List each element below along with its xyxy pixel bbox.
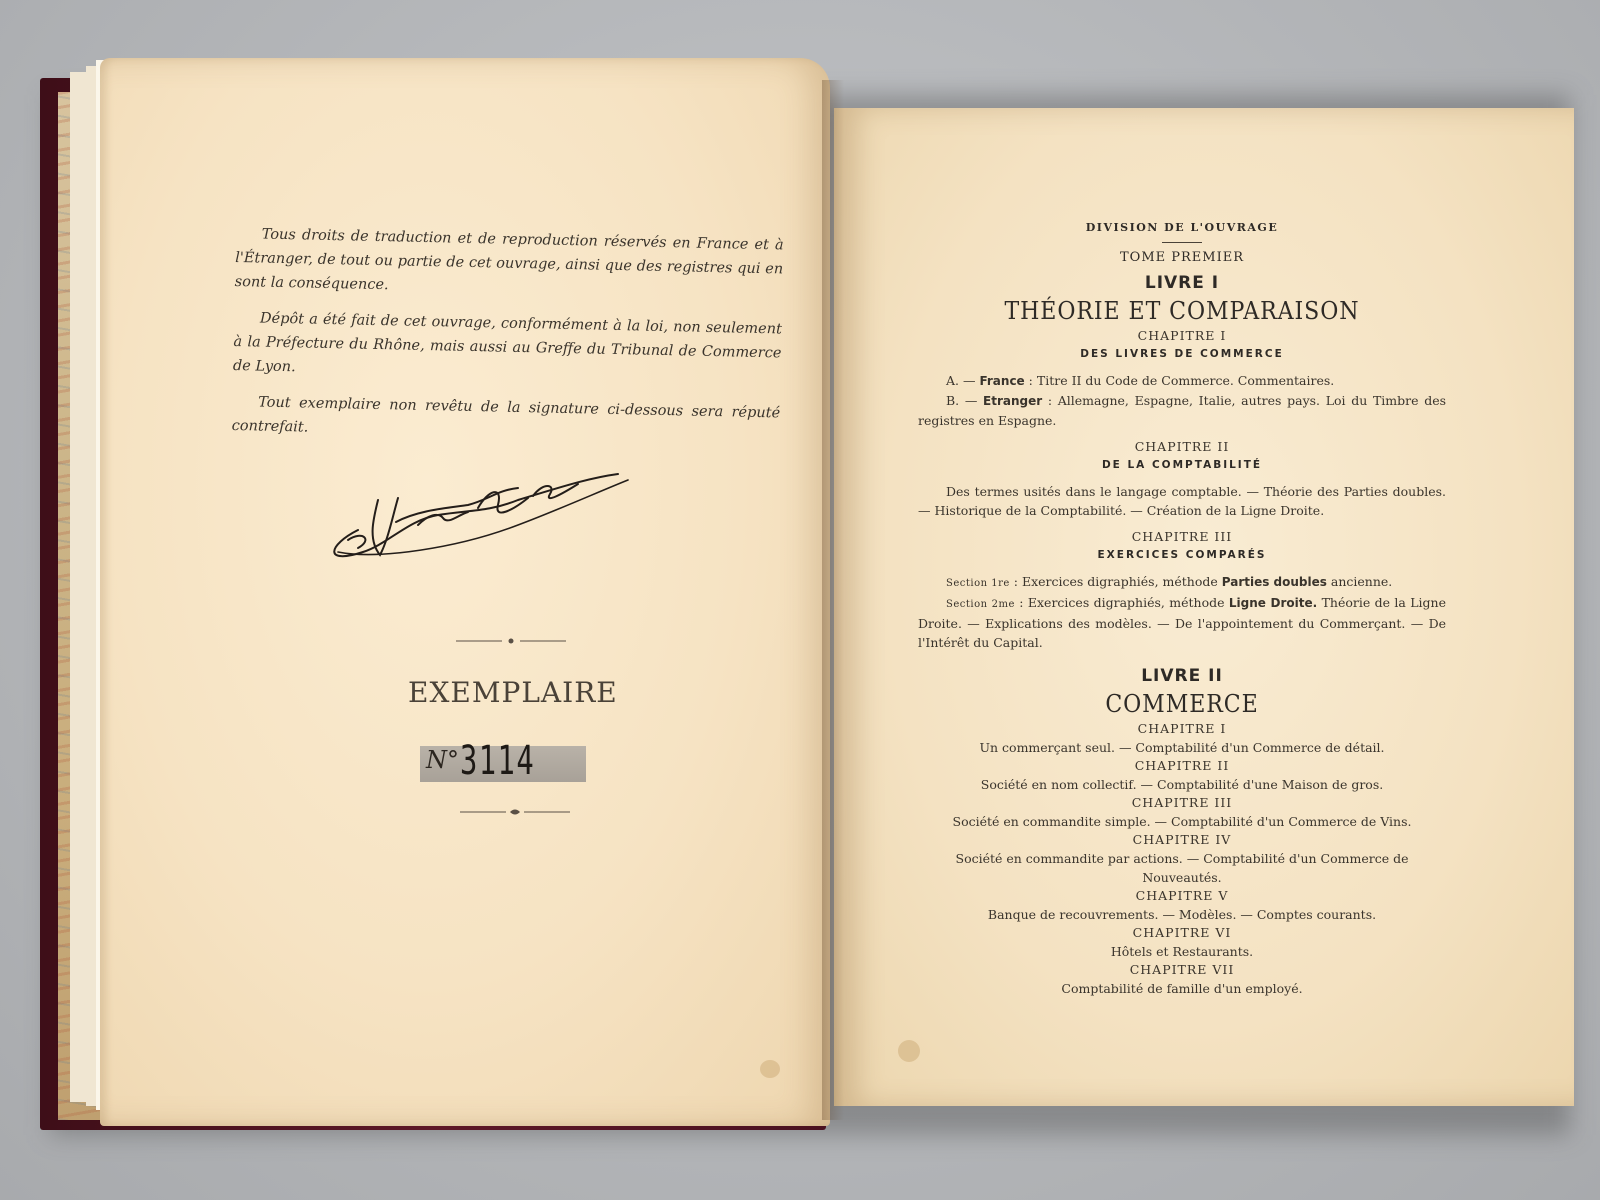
tome-title: TOME PREMIER: [1119, 250, 1244, 265]
livre-title: COMMERCE: [1105, 690, 1259, 718]
chapter-label: CHAPITRE VI: [1132, 925, 1232, 940]
chapter-subtitle: DES LIVRES DE COMMERCE: [1080, 348, 1284, 360]
entry-text: ancienne.: [1326, 574, 1393, 589]
chapter-label: CHAPITRE VII: [1129, 962, 1235, 977]
chapter-description: Société en commandite simple. — Comptabilité d'un Commerce de Vins.: [952, 814, 1412, 829]
chapter-label: CHAPITRE II: [1134, 758, 1230, 773]
chapter-entry: [918, 371, 1446, 391]
chapter-description: Hôtels et Restaurants.: [1110, 944, 1254, 959]
entry-text: : Titre II du Code de Commerce. Commentaires.: [1024, 373, 1335, 388]
legal-paragraph: Tout exemplaire non revêtu de la signature ci-dessous sera réputé contrefait.: [231, 394, 781, 436]
entry-prefix: B. —: [946, 393, 984, 408]
chapter-label: CHAPITRE I: [1137, 328, 1227, 343]
legal-paragraph: Tous droits de traduction et de reproduction réservés en France et à l'Étranger, de tout ou partie de cet ouvrage, ainsi que des registres qui en sont la conséquence.: [234, 226, 784, 294]
foxing-stain: [898, 1040, 920, 1062]
chapter-entry: [918, 391, 1446, 430]
chapter-description: Un commerçant seul. — Comptabilité d'un Commerce de détail.: [979, 740, 1385, 755]
chapter-description: Société en nom collectif. — Comptabilité d'une Maison de gros.: [980, 777, 1384, 792]
chapter-label: CHAPITRE III: [1131, 529, 1233, 544]
title-rule: [1162, 242, 1202, 243]
entry-text: : Exercices digraphiés, méthode: [1014, 595, 1229, 610]
livre-title: THÉORIE ET COMPARAISON: [1004, 297, 1360, 325]
chapter-label: CHAPITRE IV: [1132, 832, 1232, 847]
chapter-label: CHAPITRE III: [1131, 795, 1233, 810]
handwritten-signature: [318, 470, 638, 570]
table-of-contents: [918, 218, 1446, 998]
book-gutter: [822, 80, 844, 1120]
entry-text: Théorie de la Ligne Droite. — Explications des modèles. — De l'appointement du Commerçant. — De l'Intérêt du Capital.: [918, 595, 1446, 650]
entry-bold: France: [979, 374, 1025, 388]
entry-prefix: A. —: [946, 373, 980, 388]
entry-text: : Exercices digraphiés, méthode: [1009, 574, 1222, 589]
chapter-description: Banque de recouvrements. — Modèles. — Comptes courants.: [987, 907, 1377, 922]
copy-number: 3114: [460, 738, 536, 784]
legal-paragraph: Dépôt a été fait de cet ouvrage, conformément à la loi, non seulement à la Préfecture du Rhône, mais aussi au Greffe du Tribunal de Commerce de Lyon.: [232, 310, 783, 376]
entry-bold: Etranger: [983, 394, 1043, 408]
left-page: [100, 58, 830, 1126]
chapter-entry: Des termes usités dans le langage comptable. — Théorie des Parties doubles. — Historique de la Comptabilité. — Création de la Ligne Droite.: [918, 484, 1446, 518]
livre-label: LIVRE I: [1144, 273, 1220, 293]
chapter-subtitle: EXERCICES COMPARÉS: [1097, 549, 1267, 561]
chapter-label: CHAPITRE II: [1134, 439, 1230, 454]
entry-bold: Ligne Droite.: [1228, 596, 1318, 610]
ornament-divider: [460, 807, 570, 817]
chapter-entry: [918, 572, 1446, 593]
division-title: DIVISION DE L'OUVRAGE: [1085, 221, 1279, 234]
chapter-entry: [918, 593, 1446, 652]
entry-bold: Parties doubles: [1221, 575, 1327, 589]
ornament-divider: [456, 636, 566, 646]
chapter-description: Société en commandite par actions. — Comptabilité d'un Commerce de Nouveautés.: [955, 851, 1409, 885]
section-label: Section 2me: [946, 599, 1015, 610]
number-prefix: N°: [426, 746, 459, 774]
livre-label: LIVRE II: [1141, 666, 1223, 686]
exemplaire-label: EXEMPLAIRE: [408, 676, 618, 709]
chapter-subtitle: DE LA COMPTABILITÉ: [1101, 459, 1263, 471]
chapter-label: CHAPITRE V: [1135, 888, 1229, 903]
section-label: Section 1re: [946, 578, 1010, 589]
chapter-label: CHAPITRE I: [1137, 721, 1227, 736]
entry-text: : Allemagne, Espagne, Italie, autres pays. Loi du Timbre des registres en Espagne.: [918, 393, 1447, 428]
foxing-stain: [760, 1060, 780, 1078]
copyright-notice: [231, 222, 784, 461]
chapter-description: Comptabilité de famille d'un employé.: [1061, 981, 1303, 996]
